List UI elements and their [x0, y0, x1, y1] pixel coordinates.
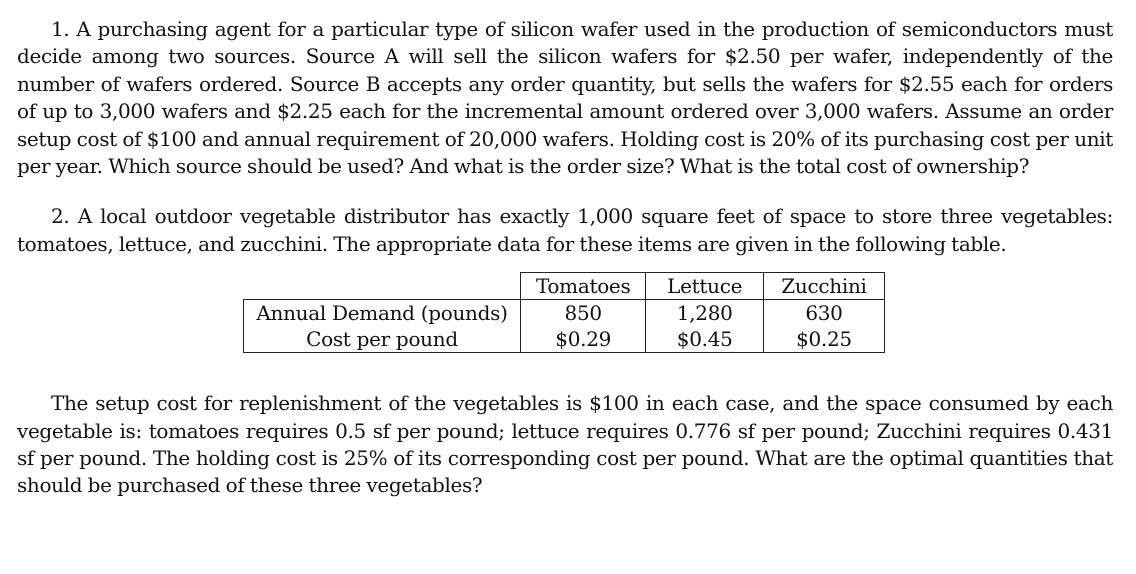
vegetable-data-table	[243, 272, 885, 353]
cell-tomatoes-demand: 850	[520, 300, 645, 327]
problem-1-text: 1. A purchasing agent for a particular type of silicon wafer used in the production of semiconductors must decide among two sources. Source A will sell the silicon wafers for $2.50 per wafer, independently of the number of wafers ordered. Source B accepts any order quantity, but sells the wafers for $2.55 each for orders of up to 3,000 wafers and $2.25 each for the incremental amount ordered over 3,000 wafers. Assume an order setup cost of $100 and annual requirement of 20,000 wafers. Holding cost is 20% of its purchasing cost per unit per year. Which source should be used? And what is the order size? What is the total cost of ownership?	[17, 17, 1113, 179]
table-header-row	[244, 273, 885, 300]
table-row	[244, 326, 885, 353]
document-page	[17, 16, 1113, 500]
table-header-empty	[244, 273, 521, 300]
problem-2-followup: The setup cost for replenishment of the vegetables is $100 in each case, and the space consumed by each vegetable is: tomatoes requires 0.5 sf per pound; lettuce requires 0.776 sf per pound; Zucchini requires 0.431 sf per pound. The holding cost is 25% of its corresponding cost per pound. What are the optimal quantities that should be purchased of these three vegetables?	[17, 391, 1113, 498]
cell-lettuce-demand: 1,280	[646, 300, 763, 327]
vegetable-data-table-wrapper	[243, 272, 885, 353]
table-header-tomatoes: Tomatoes	[520, 273, 645, 300]
table-row	[244, 300, 885, 327]
problem-2-followup-block	[17, 390, 1113, 500]
table-header-zucchini: Zucchini	[763, 273, 884, 300]
cell-zucchini-demand: 630	[763, 300, 884, 327]
row-label-cost-per-pound: Cost per pound	[244, 326, 521, 353]
row-label-annual-demand: Annual Demand (pounds)	[244, 300, 521, 327]
cell-tomatoes-cost: $0.29	[520, 326, 645, 353]
problem-2-intro: 2. A local outdoor vegetable distributor has exactly 1,000 square feet of space to store three vegetables: tomatoes, lettuce, and zucchini. The appropriate data for these items are given in the following table.	[17, 204, 1113, 256]
cell-zucchini-cost: $0.25	[763, 326, 884, 353]
cell-lettuce-cost: $0.45	[646, 326, 763, 353]
table-header-lettuce: Lettuce	[646, 273, 763, 300]
